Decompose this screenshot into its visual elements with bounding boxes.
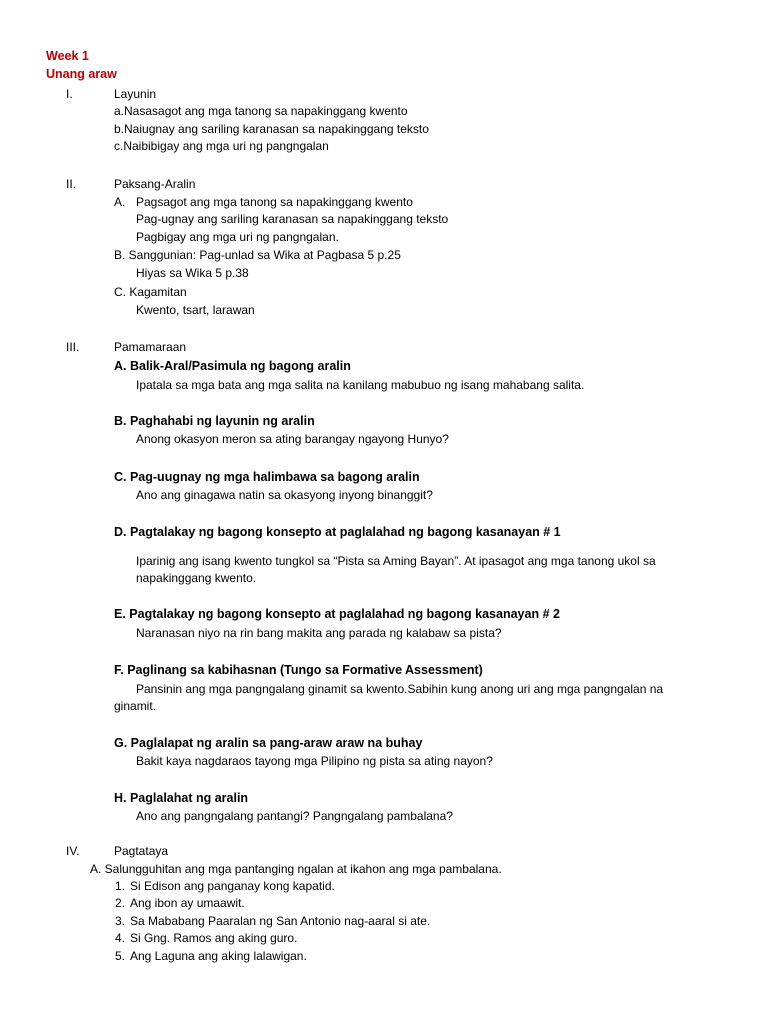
- list-number: 4.: [114, 931, 125, 945]
- section-title: Pamamaraan: [114, 340, 187, 354]
- step-heading: E. Pagtalakay ng bagong konsepto at paglalahad ng bagong kasanayan # 2: [114, 607, 560, 621]
- step-text: Ano ang pangngalang pantangi? Pangngalang pambalana?: [136, 809, 453, 823]
- step-heading: D. Pagtalakay ng bagong konsepto at paglalahad ng bagong kasanayan # 1: [114, 525, 561, 539]
- step-heading: B. Paghahabi ng layunin ng aralin: [114, 414, 315, 428]
- list-number: 2.: [114, 896, 125, 910]
- list-item: Sa Mababang Paaralan ng San Antonio nag-aaral si ate.: [130, 914, 431, 928]
- step-text: Anong okasyon meron sa ating barangay ngayong Hunyo?: [136, 432, 449, 446]
- section-number: II.: [66, 177, 77, 191]
- list-item: Ang Laguna ang aking lalawigan.: [130, 949, 307, 963]
- step-heading: A. Balik-Aral/Pasimula ng bagong aralin: [114, 359, 351, 373]
- sanggunian-line: Hiyas sa Wika 5 p.38: [136, 266, 249, 280]
- list-number: 1.: [114, 879, 125, 893]
- list-item: Ang ibon ay umaawit.: [130, 896, 245, 910]
- kagamitan-line: C. Kagamitan: [114, 285, 187, 299]
- step-text: ginamit.: [114, 699, 157, 713]
- section-title: Paksang-Aralin: [114, 177, 196, 191]
- step-text: Iparinig ang isang kwento tungkol sa “Pista sa Aming Bayan”. At ipasagot ang mga tanong ukol sa napakinggang kwento.: [136, 554, 656, 585]
- step-text: Bakit kaya nagdaraos tayong mga Pilipino ng pista sa ating nayon?: [136, 754, 493, 768]
- step-heading: H. Paglalahat ng aralin: [114, 791, 249, 805]
- week-label: Week 1: [46, 49, 89, 63]
- sanggunian-line: B. Sanggunian: Pag-unlad sa Wika at Pagbasa 5 p.25: [114, 248, 401, 262]
- step-heading: C. Pag-uugnay ng mga halimbawa sa bagong aralin: [114, 470, 420, 484]
- section-number: IV.: [66, 844, 80, 858]
- day-label: Unang araw: [46, 67, 117, 81]
- instruction-text: A. Salungguhitan ang mga pantanging ngalan at ikahon ang mga pambalana.: [90, 862, 502, 876]
- section-number: I.: [66, 87, 73, 101]
- step-text: Pansinin ang mga pangngalang ginamit sa kwento.Sabihin kung anong uri ang mga pangngalan na: [136, 682, 664, 696]
- subitem-line: Pagbigay ang mga uri ng pangngalan.: [136, 230, 339, 244]
- subitem-label: A.: [114, 195, 126, 209]
- step-text: Ipatala sa mga bata ang mga salita na kanilang mabubuo ng isang mahabang salita.: [136, 378, 585, 392]
- kagamitan-line: Kwento, tsart, larawan: [136, 303, 255, 317]
- list-item: Si Edison ang panganay kong kapatid.: [130, 879, 335, 893]
- objective-item: a.Nasasagot ang mga tanong sa napakinggang kwento: [114, 104, 408, 118]
- section-title: Pagtataya: [114, 844, 169, 858]
- list-number: 3.: [114, 914, 125, 928]
- section-title: Layunin: [114, 87, 157, 101]
- subitem-line: Pagsagot ang mga tanong sa napakinggang kwento: [136, 195, 413, 209]
- step-heading: G. Paglalapat ng aralin sa pang-araw araw na buhay: [114, 736, 423, 750]
- step-text: Naranasan niyo na rin bang makita ang parada ng kalabaw sa pista?: [136, 626, 502, 640]
- objective-item: c.Naibibigay ang mga uri ng pangngalan: [114, 139, 329, 153]
- list-number: 5.: [114, 949, 125, 963]
- objective-item: b.Naiugnay ang sariling karanasan sa napakinggang teksto: [114, 122, 429, 136]
- section-number: III.: [66, 340, 80, 354]
- step-heading: F. Paglinang sa kabihasnan (Tungo sa Formative Assessment): [114, 663, 483, 677]
- step-text: Ano ang ginagawa natin sa okasyong inyong binanggit?: [136, 488, 433, 502]
- subitem-line: Pag-ugnay ang sariling karanasan sa napakinggang teksto: [136, 212, 449, 226]
- list-item: Si Gng. Ramos ang aking guro.: [130, 931, 298, 945]
